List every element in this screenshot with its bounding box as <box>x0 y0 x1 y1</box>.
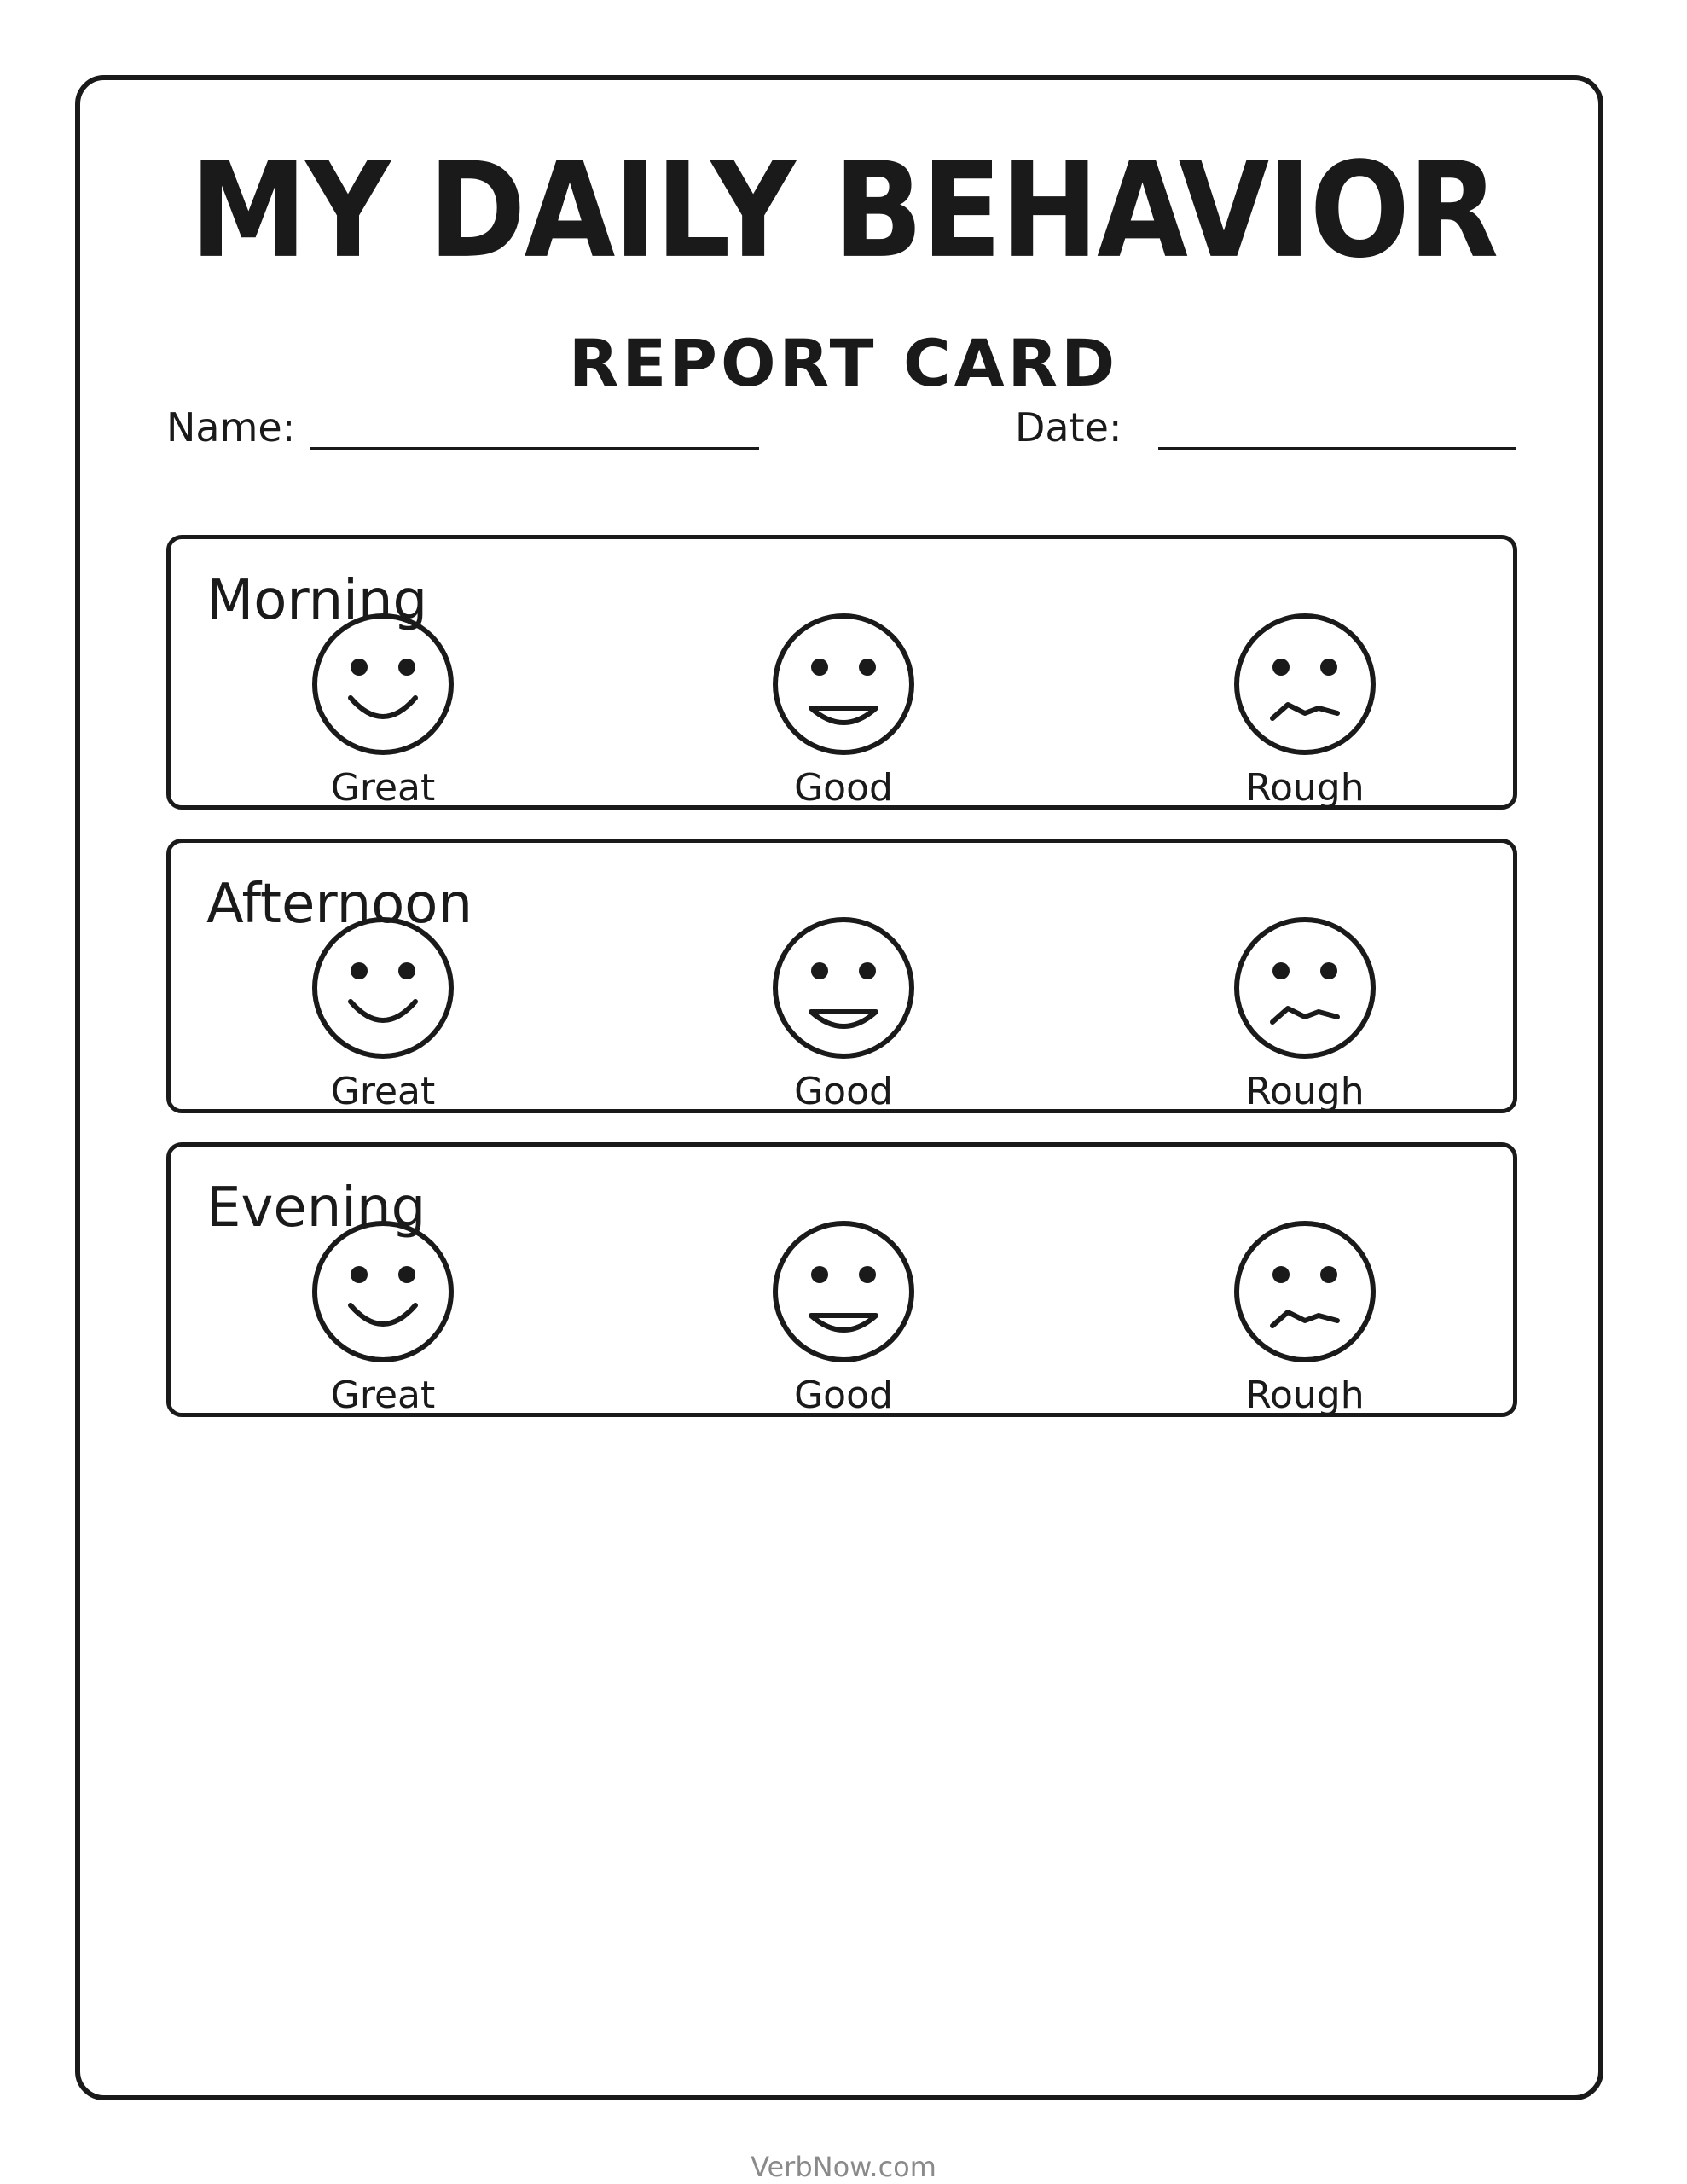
footer-watermark: VerbNow.com <box>751 2151 936 2183</box>
smiling-face-icon <box>311 613 455 756</box>
smiling-face-icon <box>311 1220 455 1363</box>
wavy-mouth-face-icon <box>1233 916 1377 1060</box>
period-label: Afternoon <box>206 873 472 936</box>
rating-label: Rough <box>1245 766 1365 810</box>
name-label: Name: <box>166 404 296 450</box>
name-field[interactable] <box>310 447 759 450</box>
wavy-mouth-face-icon <box>1233 1220 1377 1363</box>
rating-option-rough[interactable] <box>1220 1220 1390 1421</box>
rating-label: Good <box>794 766 893 810</box>
smiling-face-icon <box>311 916 455 1060</box>
wavy-mouth-face-icon <box>1233 613 1377 756</box>
grinning-face-icon <box>772 613 915 756</box>
period-section-evening <box>166 1142 1517 1417</box>
period-section-morning <box>166 535 1517 810</box>
rating-option-great[interactable] <box>298 613 468 814</box>
rating-option-rough[interactable] <box>1220 613 1390 814</box>
page-subtitle: REPORT CARD <box>568 325 1119 401</box>
rating-label: Good <box>794 1374 893 1417</box>
rating-label: Great <box>330 766 436 810</box>
rating-option-great[interactable] <box>298 1220 468 1421</box>
grinning-face-icon <box>772 916 915 1060</box>
rating-option-rough[interactable] <box>1220 916 1390 1118</box>
rating-label: Rough <box>1245 1070 1365 1113</box>
grinning-face-icon <box>772 1220 915 1363</box>
period-section-afternoon <box>166 839 1517 1113</box>
rating-label: Great <box>330 1070 436 1113</box>
rating-option-good[interactable] <box>758 916 929 1118</box>
date-label: Date: <box>1015 404 1122 450</box>
rating-option-good[interactable] <box>758 1220 929 1421</box>
date-field[interactable] <box>1158 447 1516 450</box>
rating-label: Rough <box>1245 1374 1365 1417</box>
period-label: Evening <box>206 1176 426 1240</box>
rating-label: Good <box>794 1070 893 1113</box>
page-title: MY DAILY BEHAVIOR <box>189 133 1498 288</box>
rating-option-great[interactable] <box>298 916 468 1118</box>
period-label: Morning <box>206 569 428 632</box>
rating-label: Great <box>330 1374 436 1417</box>
rating-option-good[interactable] <box>758 613 929 814</box>
